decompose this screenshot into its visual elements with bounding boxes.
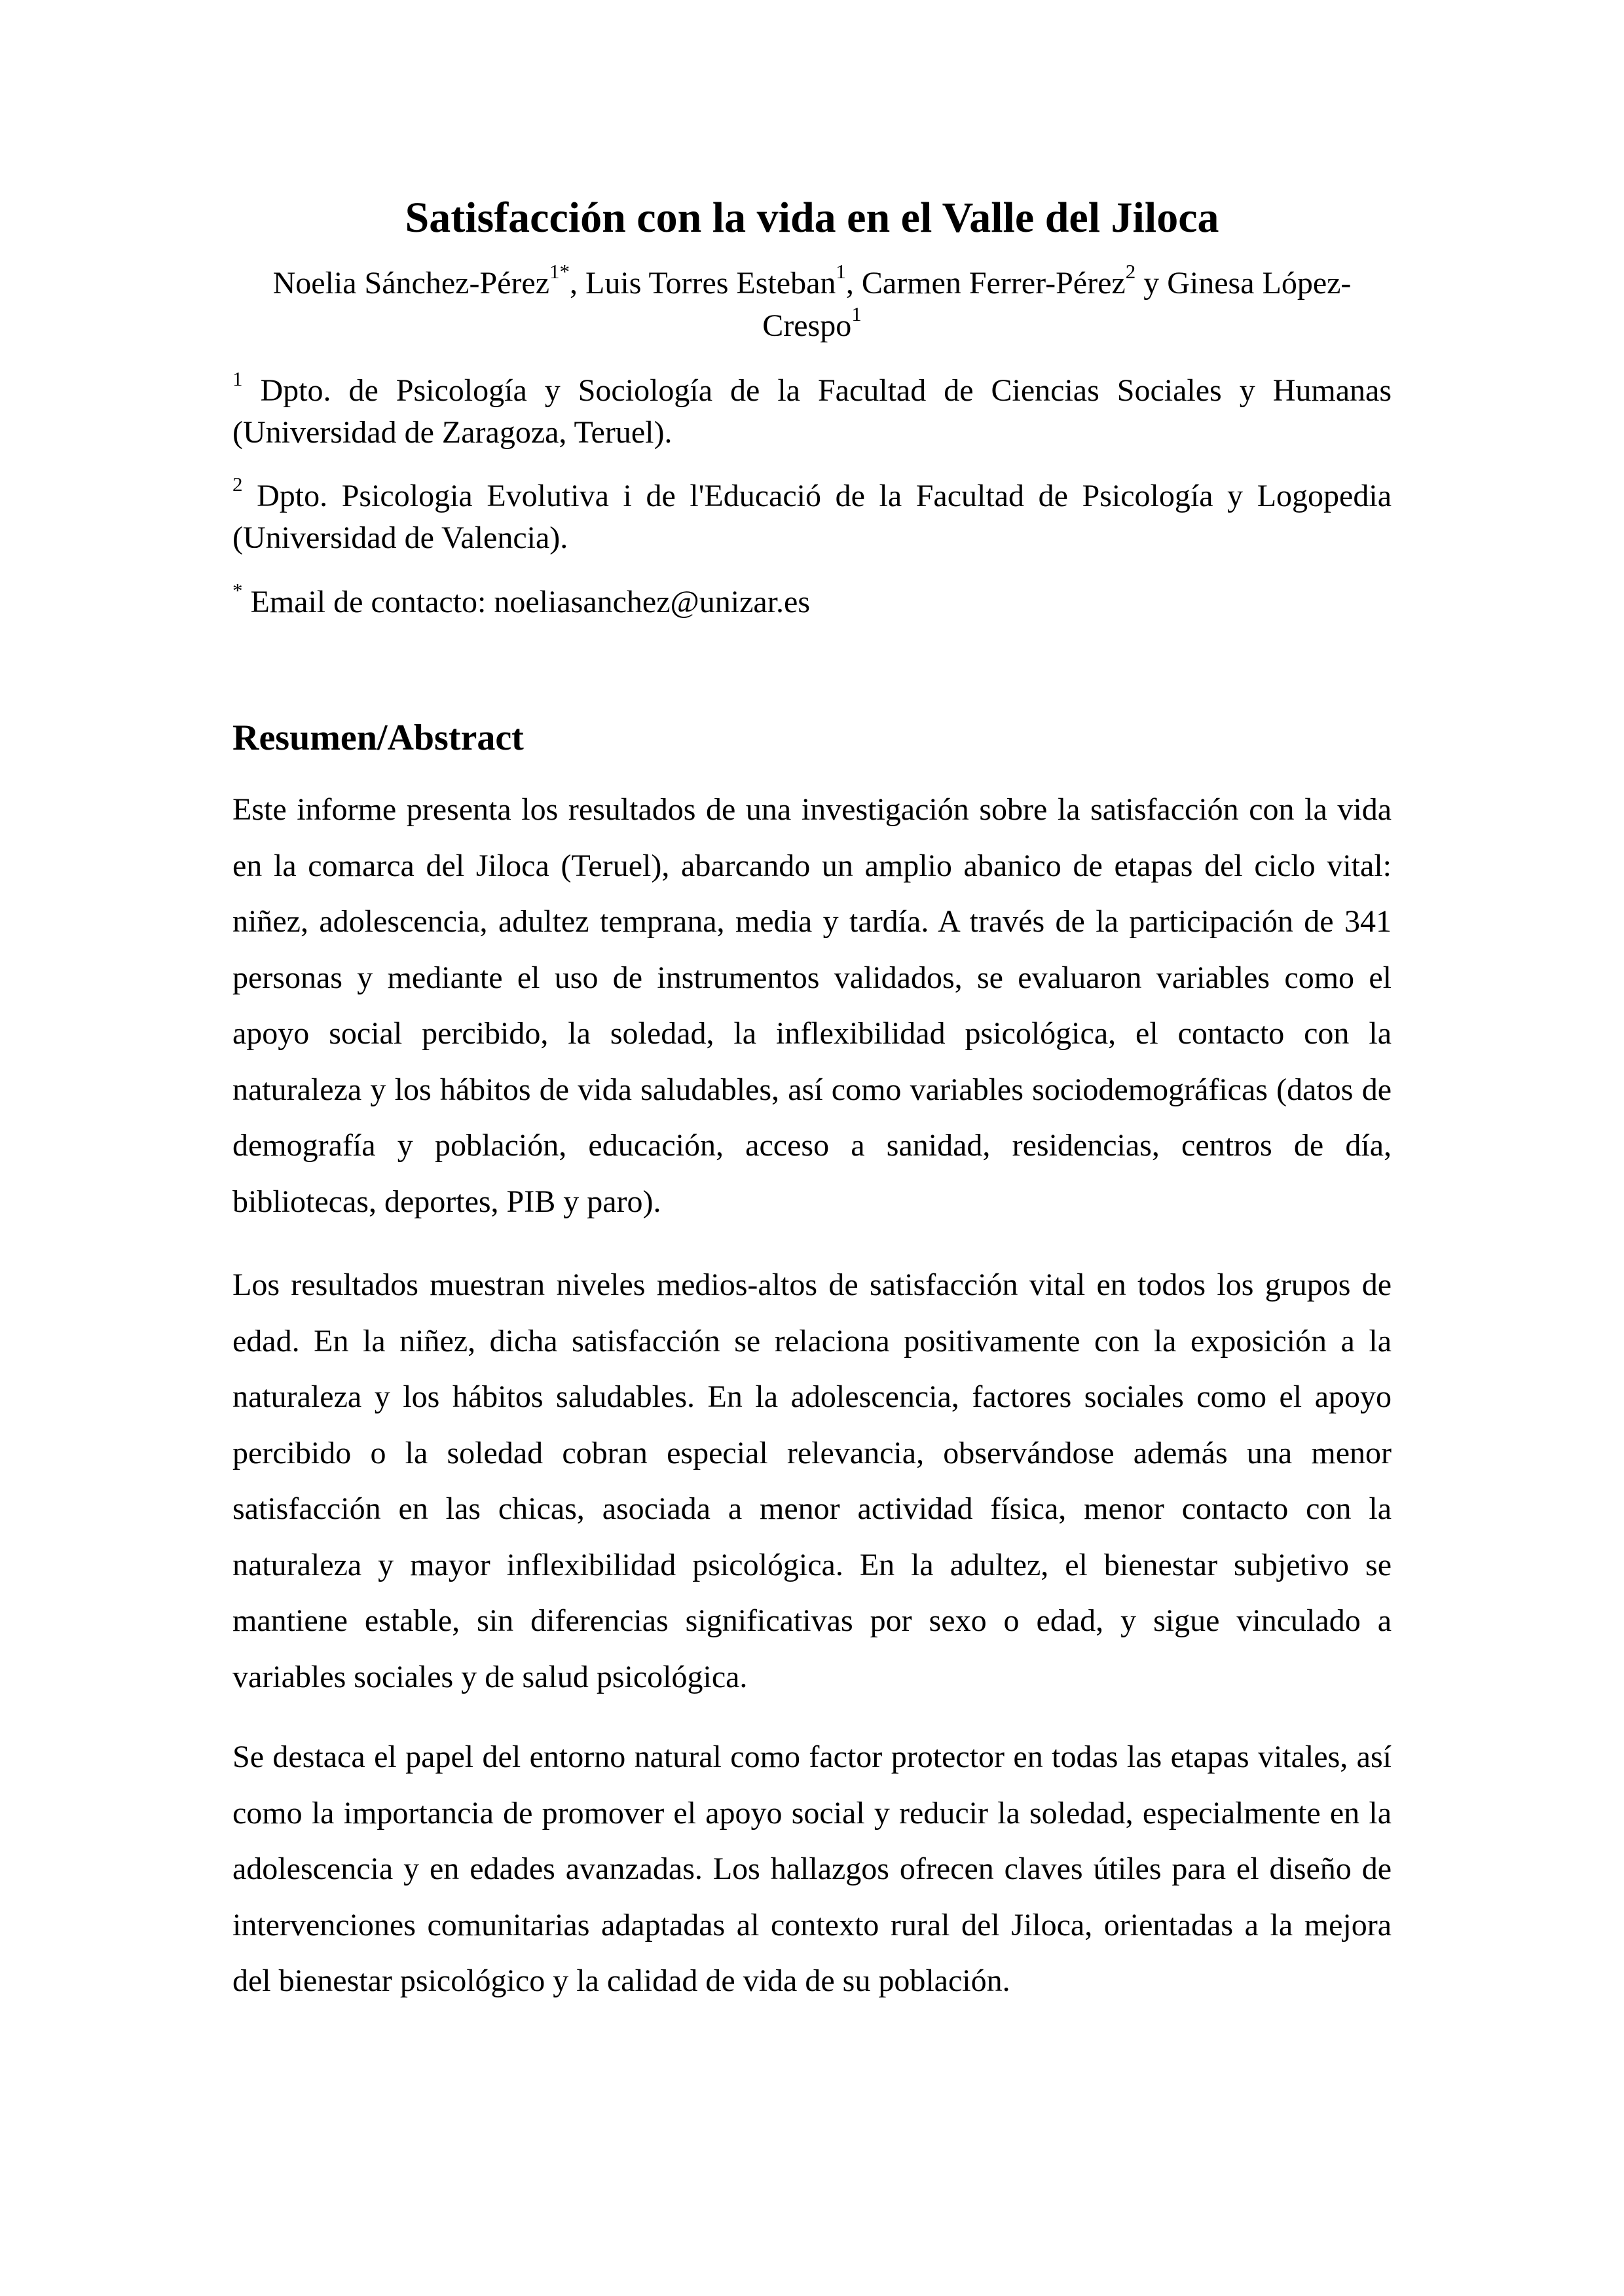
author-separator: y bbox=[1135, 266, 1168, 301]
abstract-heading: Resumen/Abstract bbox=[232, 718, 524, 758]
author-name: Luis Torres Esteban bbox=[585, 266, 836, 301]
affiliation-mark: * bbox=[232, 579, 243, 602]
paper-title: Satisfacción con la vida en el Valle del Jiloca bbox=[405, 194, 1219, 242]
abstract-paragraph: Los resultados muestran niveles medios-altos de satisfacción vital en todos los grupos de edad. En la niñez, dicha satisfacción se relaciona positivamente con la exposición a la naturaleza y los hábitos saludables. En la adolescencia, factores sociales como el apoyo percibido o la soledad cobran especial relevancia, observándose además una menor satisfacción en las chicas, asociada a menor actividad física, menor contacto con la naturaleza y mayor inflexibilidad psicológica. En la adultez, el bienestar subjetivo se mantiene estable, sin diferencias significativas por sexo o edad, y sigue vinculado a variables sociales y de salud psicológica. bbox=[232, 1267, 1392, 1694]
author-affiliation-mark: 2 bbox=[1125, 260, 1136, 283]
author-affiliation-mark: 1* bbox=[549, 260, 570, 283]
author-name: Noelia Sánchez-Pérez bbox=[272, 266, 550, 301]
author-name: Ginesa López-Crespo bbox=[762, 266, 1352, 343]
author-name: Carmen Ferrer-Pérez bbox=[861, 266, 1126, 301]
author-affiliation-mark: 1 bbox=[851, 302, 862, 325]
abstract-paragraph: Se destaca el papel del entorno natural como factor protector en todas las etapas vitales, así como la importancia de promover el apoyo social y reducir la soledad, especialmente en la adolescencia y en edades avanzadas. Los hallazgos ofrecen claves útiles para el diseño de intervenciones comunitarias adaptadas al contexto rural del Jiloca, orientadas a la mejora del bienestar psicológico y la calidad de vida de su población. bbox=[232, 1740, 1392, 1998]
affiliation-text: Dpto. de Psicología y Sociología de la Facultad de Ciencias Sociales y Humanas (Universidad de Zaragoza, Teruel). bbox=[232, 373, 1392, 450]
affiliation-2 bbox=[232, 475, 1392, 559]
contact-email-text: Email de contacto: noeliasanchez@unizar.es bbox=[242, 585, 811, 619]
author-list bbox=[229, 262, 1395, 347]
author-separator: , bbox=[570, 266, 586, 301]
contact-email bbox=[232, 581, 1392, 623]
author-affiliation-mark: 1 bbox=[836, 260, 846, 283]
affiliation-mark: 1 bbox=[232, 367, 243, 390]
abstract-paragraph: Este informe presenta los resultados de una investigación sobre la satisfacción con la vida en la comarca del Jiloca (Teruel), abarcando un amplio abanico de etapas del ciclo vital: niñez, adolescencia, adultez temprana, media y tardía. A través de la participación de 341 personas y mediante el uso de instrumentos validados, se evaluaron variables como el apoyo social percibido, la soledad, la inflexibilidad psicológica, el contacto con la naturaleza y los hábitos de vida saludables, así como variables sociodemográficas (datos de demografía y población, educación, acceso a sanidad, residencias, centros de día, bibliotecas, deportes, PIB y paro). bbox=[232, 792, 1392, 1219]
author-separator: , bbox=[845, 266, 862, 301]
affiliation-1 bbox=[232, 367, 1392, 454]
affiliation-text: Dpto. Psicologia Evolutiva i de l'Educació de la Facultad de Psicología y Logopedia (Universidad de Valencia). bbox=[232, 479, 1392, 555]
affiliation-mark: 2 bbox=[232, 473, 243, 496]
